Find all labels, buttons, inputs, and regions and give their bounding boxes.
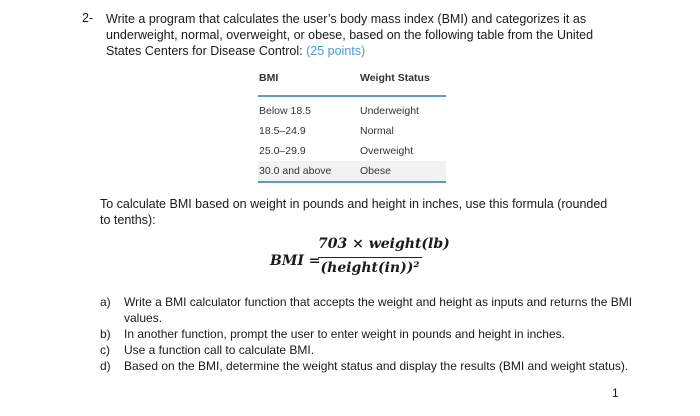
row-bmi: Below 18.5 [259,105,311,117]
list-item [100,326,640,342]
points-label: (25 points) [306,44,366,58]
task-list [100,294,640,374]
row-status: Underweight [360,105,419,117]
table-row [258,161,446,181]
row-bmi: 25.0–29.9 [259,145,306,157]
header-bmi: BMI [259,72,279,84]
formula-denominator: (height(in))² [320,260,420,276]
row-status: Obese [360,165,391,177]
table-bottom-rule [258,181,446,183]
list-item [100,358,640,374]
table-header [258,68,446,90]
formula-lhs: BMI = [270,253,321,269]
item-text: In another function, prompt the user to enter weight in pounds and height in inches. [124,327,565,341]
item-label: b) [100,327,111,341]
item-label: d) [100,359,111,373]
bmi-table [258,68,446,183]
formula-numerator: 703 × weight(lb) [318,236,450,252]
page-number: 1 [612,386,619,400]
item-text: Write a BMI calculator function that accepts the weight and height as inputs and returns the BMI values. [124,295,633,325]
list-item [100,342,640,358]
item-text: Use a function call to calculate BMI. [124,343,315,357]
row-status: Normal [360,125,394,137]
item-label: c) [100,343,110,357]
table-row [258,121,446,141]
question-text [106,11,626,59]
table-row [258,101,446,121]
item-text: Based on the BMI, determine the weight status and display the results (BMI and weight status). [124,359,629,373]
list-item [100,294,640,326]
table-header-rule [258,95,446,97]
table-row [258,141,446,161]
row-bmi: 18.5–24.9 [259,125,306,137]
item-label: a) [100,295,111,309]
header-weight-status: Weight Status [360,72,430,84]
fraction-bar [318,257,422,258]
formula-intro: To calculate BMI based on weight in pounds and height in inches, use this formula (rounded to tenths): [100,197,608,227]
row-bmi: 30.0 and above [259,165,332,177]
row-status: Overweight [360,145,414,157]
question-body: Write a program that calculates the user’s body mass index (BMI) and categorizes it as underweight, normal, overweight, or obese, based on the following table from the United States Centers for Disease Control: [106,12,594,58]
formula-fraction [318,236,450,276]
question-number: 2- [82,11,94,25]
